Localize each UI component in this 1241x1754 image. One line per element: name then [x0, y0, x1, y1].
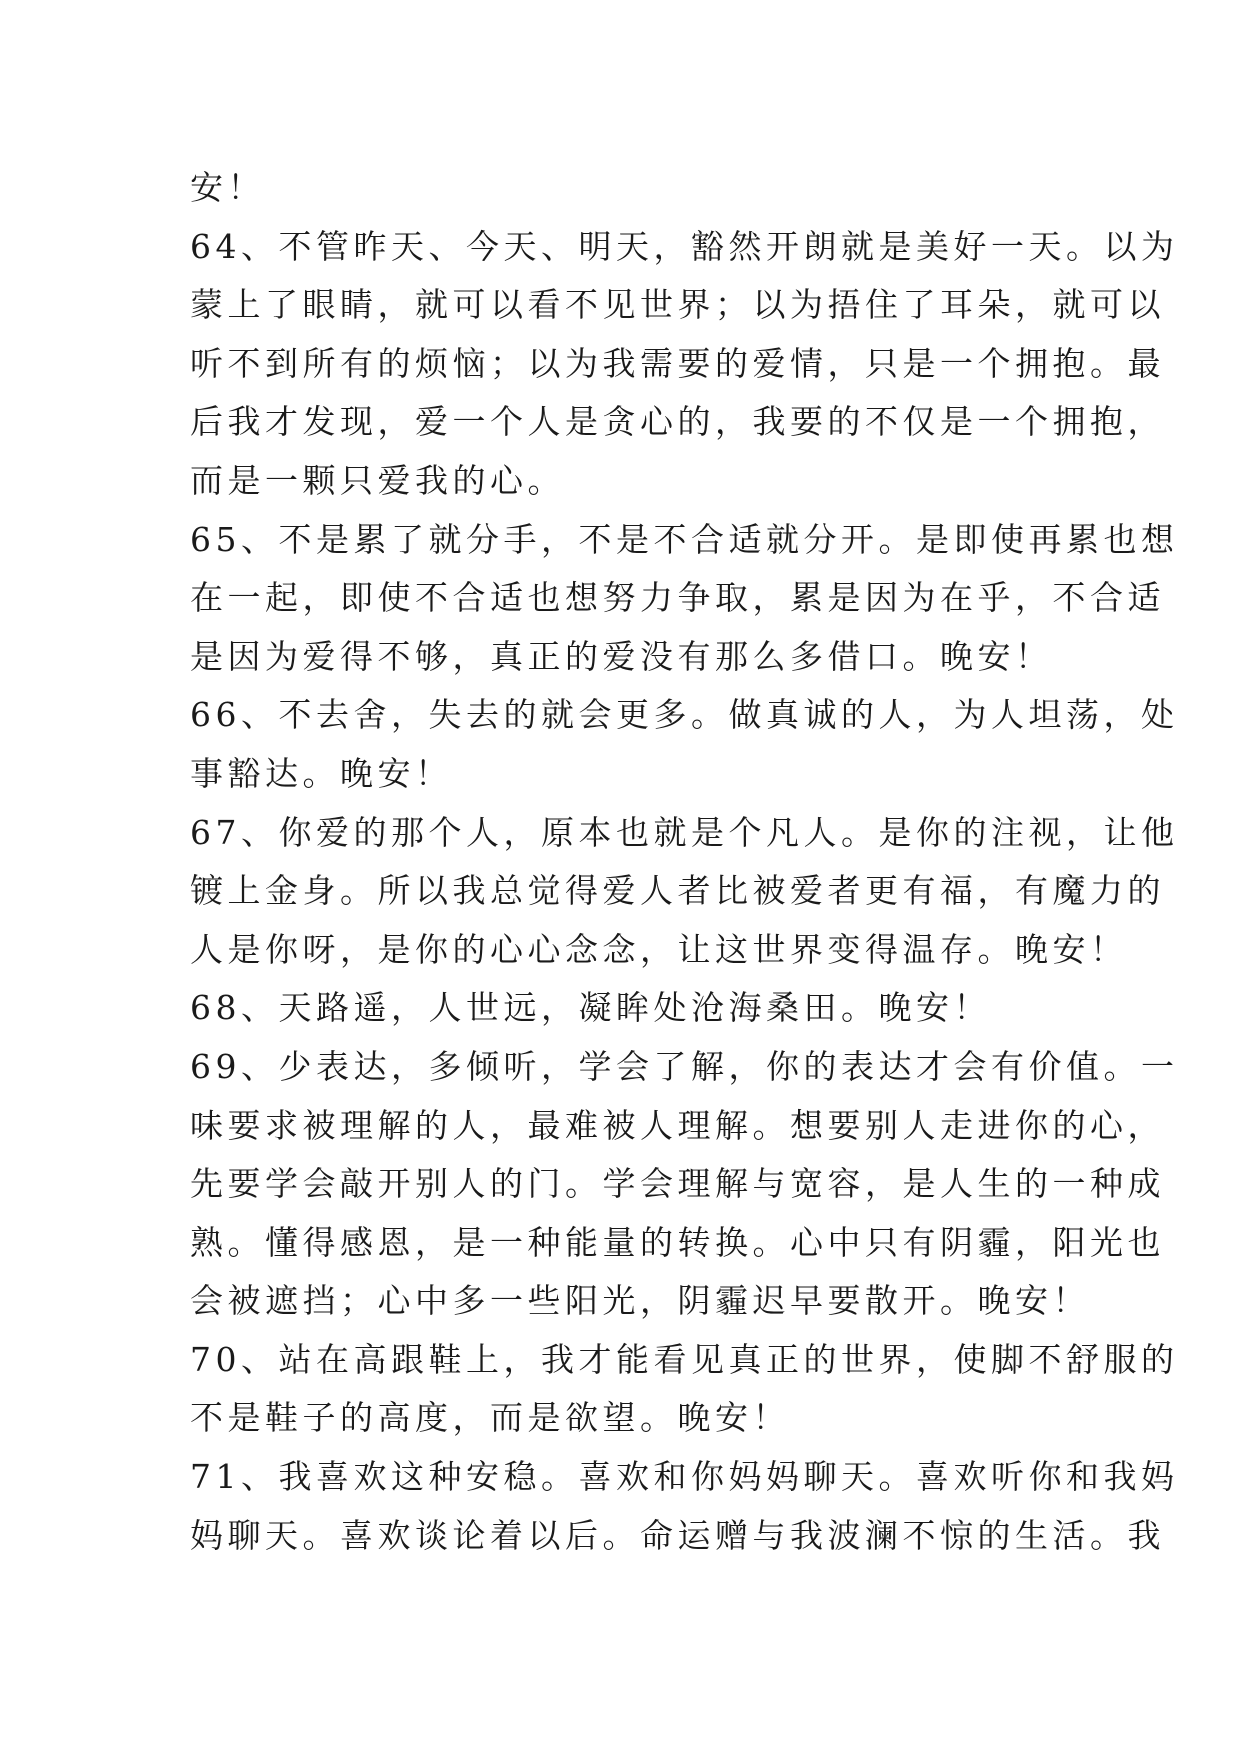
- text-line: 而是一颗只爱我的心。: [190, 460, 565, 500]
- text-line: 安！: [190, 168, 265, 207]
- text-line: 64、不管昨天、今天、明天，豁然开朗就是美好一天。以为: [190, 226, 1179, 266]
- text-line: 67、你爱的那个人，原本也就是个凡人。是你的注视，让他: [190, 812, 1179, 852]
- text-line: 69、少表达，多倾听，学会了解，你的表达才会有价值。一: [190, 1046, 1179, 1086]
- text-line: 66、不去舍，失去的就会更多。做真诚的人，为人坦荡，处: [190, 695, 1179, 735]
- body-text: [190, 159, 1179, 1565]
- text-line: 不是鞋子的高度，而是欲望。晚安！: [190, 1398, 790, 1438]
- text-line: 镀上金身。所以我总觉得爱人者比被爱者更有福，有魔力的: [190, 871, 1165, 911]
- text-line: 是因为爱得不够，真正的爱没有那么多借口。晚安！: [190, 636, 1053, 676]
- text-line: 71、我喜欢这种安稳。喜欢和你妈妈聊天。喜欢听你和我妈: [190, 1457, 1179, 1497]
- text-line: 熟。懂得感恩，是一种能量的转换。心中只有阴霾，阳光也: [190, 1222, 1165, 1262]
- text-line: 先要学会敲开别人的门。学会理解与宽容，是人生的一种成: [190, 1164, 1165, 1204]
- text-line: 味要求被理解的人，最难被人理解。想要别人走进你的心，: [190, 1105, 1165, 1145]
- text-line: 70、站在高跟鞋上，我才能看见真正的世界，使脚不舒服的: [190, 1339, 1179, 1379]
- text-line: 65、不是累了就分手，不是不合适就分开。是即使再累也想: [190, 519, 1179, 559]
- text-line: 68、天路遥，人世远，凝眸处沧海桑田。晚安！: [190, 988, 991, 1028]
- text-line: 听不到所有的烦恼；以为我需要的爱情，只是一个拥抱。最: [190, 343, 1165, 383]
- text-line: 人是你呀，是你的心心念念，让这世界变得温存。晚安！: [190, 929, 1128, 969]
- text-line: 事豁达。晚安！: [190, 753, 453, 793]
- text-line: 后我才发现，爱一个人是贪心的，我要的不仅是一个拥抱，: [190, 402, 1165, 442]
- text-line: 蒙上了眼睛，就可以看不见世界；以为捂住了耳朵，就可以: [190, 285, 1165, 325]
- text-line: 在一起，即使不合适也想努力争取，累是因为在乎，不合适: [190, 578, 1165, 618]
- text-line: 会被遮挡；心中多一些阳光，阴霾迟早要散开。晚安！: [190, 1281, 1090, 1321]
- text-line: 妈聊天。喜欢谈论着以后。命运赠与我波澜不惊的生活。我: [190, 1515, 1165, 1555]
